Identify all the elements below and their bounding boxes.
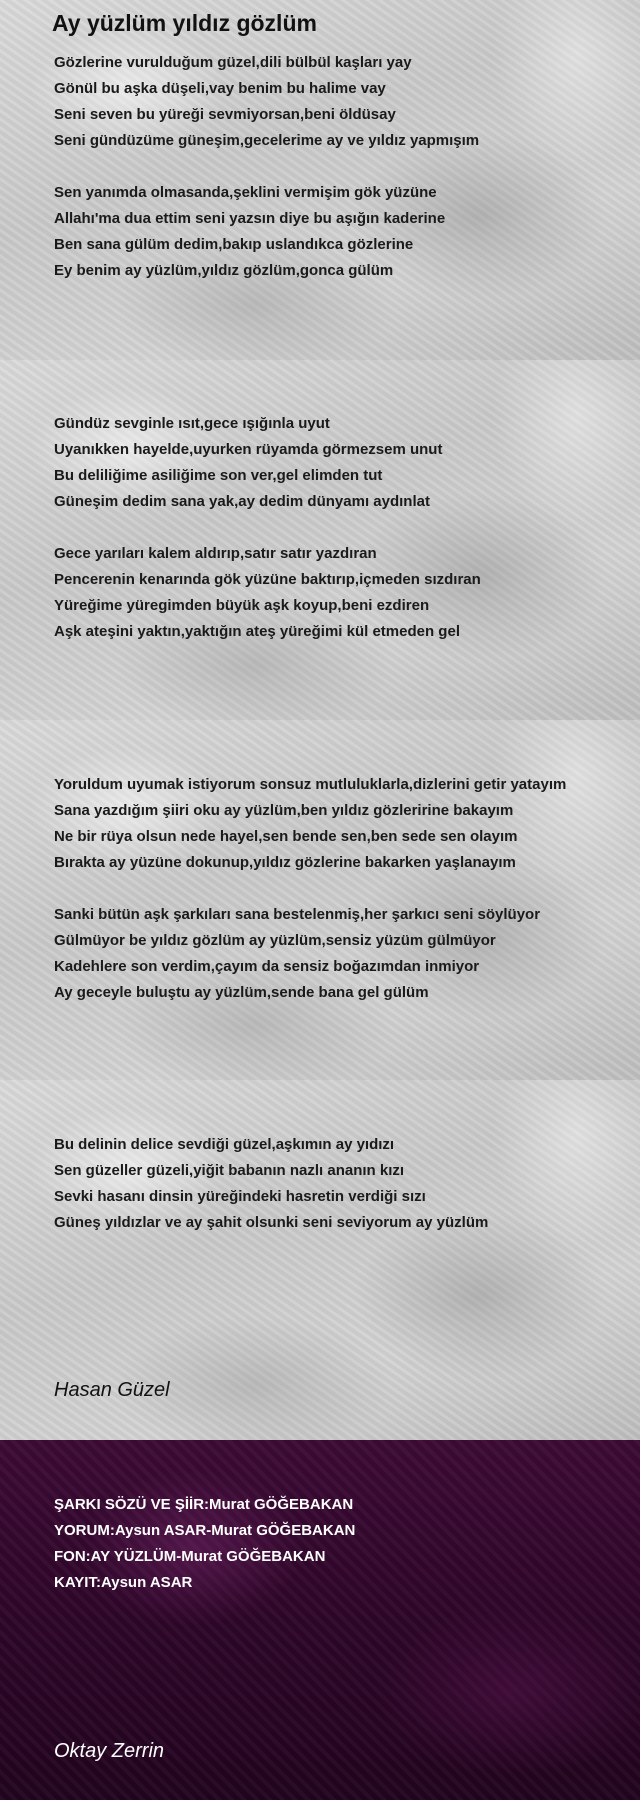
poem-line: Bırakta ay yüzüne dokunup,yıldız gözlerine bakarken yaşlanayım xyxy=(54,854,516,871)
stanza-7 xyxy=(54,1132,488,1236)
credits-author: Oktay Zerrin xyxy=(54,1740,165,1762)
credits-panel xyxy=(0,1440,640,1800)
poem-line: Bu delinin delice sevdiği güzel,aşkımın ay yıdızı xyxy=(54,1136,395,1153)
poem-panel-1 xyxy=(0,0,640,360)
poem-line: Gece yarıları kalem aldırıp,satır satır yazdıran xyxy=(54,545,377,562)
poem-line: Pencerenin kenarında gök yüzüne baktırıp,içmeden sızdıran xyxy=(54,571,481,588)
poem-line: Sen yanımda olmasanda,şeklini vermişim gök yüzüne xyxy=(54,184,437,201)
credits-block xyxy=(54,1492,355,1596)
stanza-5 xyxy=(54,772,566,876)
credit-line: YORUM:Aysun ASAR-Murat GÖĞEBAKAN xyxy=(54,1522,356,1539)
poem-line: Allahı'ma dua ettim seni yazsın diye bu aşığın kaderine xyxy=(54,210,446,227)
poem-line: Uyanıkken hayelde,uyurken rüyamda görmezsem unut xyxy=(54,441,443,458)
poem-line: Güneş yıldızlar ve ay şahit olsunki seni seviyorum ay yüzlüm xyxy=(54,1214,489,1231)
stanza-2 xyxy=(54,180,445,284)
poem-line: Gündüz sevginle ısıt,gece ışığınla uyut xyxy=(54,415,330,432)
poem-line: Yoruldum uyumak istiyorum sonsuz mutluluklarla,dizlerini getir yatayım xyxy=(54,776,567,793)
poem-line: Sanki bütün aşk şarkıları sana bestelenmiş,her şarkıcı seni söylüyor xyxy=(54,906,541,923)
poem-line: Ben sana gülüm dedim,bakıp uslandıkca gözlerine xyxy=(54,236,414,253)
poem-line: Ay geceyle buluştu ay yüzlüm,sende bana gel gülüm xyxy=(54,984,429,1001)
stanza-6 xyxy=(54,902,540,1006)
credit-line: ŞARKI SÖZÜ VE ŞİİR:Murat GÖĞEBAKAN xyxy=(54,1496,354,1513)
stanza-4 xyxy=(54,541,481,645)
poem-line: Bu deliliğime asiliğime son ver,gel elimden tut xyxy=(54,467,383,484)
credit-line: KAYIT:Aysun ASAR xyxy=(54,1574,193,1591)
poem-panel-4 xyxy=(0,1080,640,1440)
poem-line: Seni seven bu yüreği sevmiyorsan,beni öldüsay xyxy=(54,106,396,123)
poem-line: Aşk ateşini yaktın,yaktığın ateş yüreğimi kül etmeden gel xyxy=(54,623,460,640)
poem-line: Sen güzeller güzeli,yiğit babanın nazlı ananın kızı xyxy=(54,1162,405,1179)
poem-line: Gözlerine vurulduğum güzel,dili bülbül kaşları yay xyxy=(54,54,412,71)
poem-line: Gülmüyor be yıldız gözlüm ay yüzlüm,sensiz yüzüm gülmüyor xyxy=(54,932,496,949)
stanza-3 xyxy=(54,411,442,515)
poem-line: Güneşim dedim sana yak,ay dedim dünyamı aydınlat xyxy=(54,493,430,510)
poem-line: Seni gündüzüme güneşim,gecelerime ay ve yıldız yapmışım xyxy=(54,132,480,149)
poem-author: Hasan Güzel xyxy=(54,1379,170,1401)
stanza-1 xyxy=(54,50,479,154)
poem-panel-2 xyxy=(0,360,640,720)
poem-panel-3 xyxy=(0,720,640,1080)
poem-line: Ey benim ay yüzlüm,yıldız gözlüm,gonca gülüm xyxy=(54,262,394,279)
poem-title: Ay yüzlüm yıldız gözlüm xyxy=(52,10,317,36)
poem-line: Ne bir rüya olsun nede hayel,sen bende sen,ben sede sen olayım xyxy=(54,828,518,845)
poem-line: Sevki hasanı dinsin yüreğindeki hasretin verdiği sızı xyxy=(54,1188,426,1205)
poem-line: Sana yazdığım şiiri oku ay yüzlüm,ben yıldız gözleririne bakayım xyxy=(54,802,514,819)
credit-line: FON:AY YÜZLÜM-Murat GÖĞEBAKAN xyxy=(54,1548,326,1565)
poem-line: Gönül bu aşka düşeli,vay benim bu halime vay xyxy=(54,80,386,97)
poem-line: Yüreğime yüregimden büyük aşk koyup,beni ezdiren xyxy=(54,597,430,614)
poem-line: Kadehlere son verdim,çayım da sensiz boğazımdan inmiyor xyxy=(54,958,480,975)
